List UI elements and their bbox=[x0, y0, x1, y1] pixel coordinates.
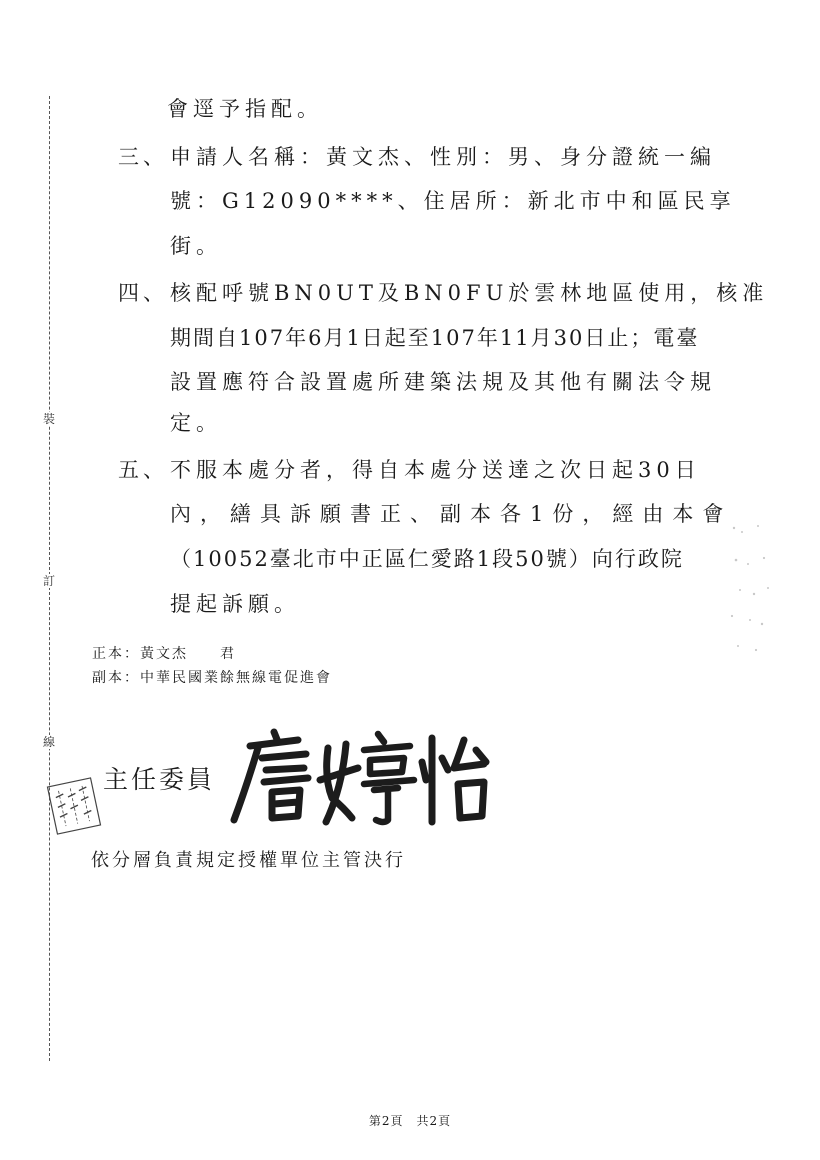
item-5-line-4: 提起訴願。 bbox=[170, 592, 300, 616]
continuation-line: 會逕予指配。 bbox=[167, 97, 323, 121]
signatory-title: 主任委員 bbox=[103, 765, 216, 794]
item-3-line-1: 申請人名稱：黃文杰、性別：男、身分證統一編 bbox=[170, 145, 716, 169]
item-4-number: 四、 bbox=[118, 281, 168, 305]
binding-label-ding: 訂 bbox=[40, 574, 58, 588]
item-4-line-1: 核配呼號BN0UT及BN0FU於雲林地區使用，核准 bbox=[170, 281, 769, 305]
recipient-copy: 副本：中華民國業餘無線電促進會 bbox=[92, 670, 332, 686]
item-3-line-3: 街。 bbox=[170, 234, 222, 258]
page-number: 第2頁 共2頁 bbox=[368, 1114, 452, 1128]
item-5-number: 五、 bbox=[118, 458, 168, 482]
binding-label-xian: 線 bbox=[40, 735, 58, 749]
item-4-line-3: 設置應符合設置處所建築法規及其他有關法令規 bbox=[170, 370, 716, 394]
scan-speckle bbox=[728, 520, 773, 660]
item-4-line-2: 期間自107年6月1日起至107年11月30日止；電臺 bbox=[170, 326, 700, 350]
item-5-line-2: 內，繕具訴願書正、副本各1份，經由本會 bbox=[170, 502, 733, 526]
handwritten-signature bbox=[228, 728, 490, 828]
approval-stamp bbox=[46, 776, 102, 836]
recipient-original: 正本：黃文杰 君 bbox=[92, 646, 236, 662]
item-5-line-3: （10052臺北市中正區仁愛路1段50號）向行政院 bbox=[170, 547, 684, 571]
delegation-note: 依分層負責規定授權單位主管決行 bbox=[91, 850, 406, 871]
item-5-line-1: 不服本處分者，得自本處分送達之次日起30日 bbox=[170, 458, 701, 482]
item-4-line-4: 定。 bbox=[170, 411, 222, 435]
binding-label-zhuang: 裝 bbox=[40, 412, 58, 426]
item-3-number: 三、 bbox=[118, 145, 168, 169]
item-3-line-2: 號：G12090****、住居所：新北市中和區民享 bbox=[170, 189, 736, 213]
